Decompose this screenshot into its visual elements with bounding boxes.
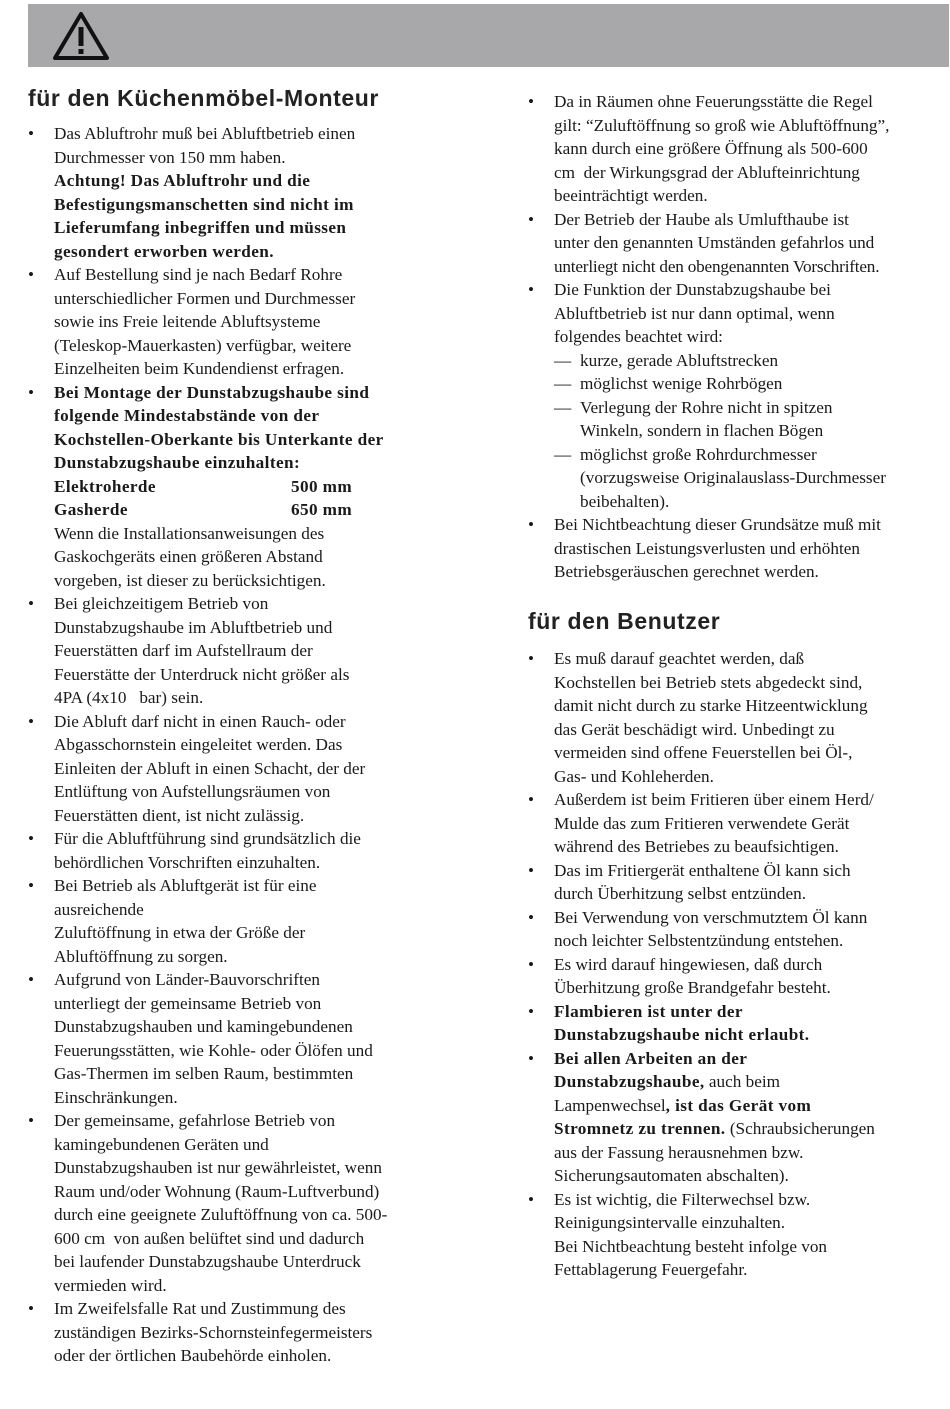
list-item: • Flambieren ist unter der Dunstabzugshaube nicht erlaubt. bbox=[528, 1000, 950, 1047]
list-item: • Es wird darauf hingewiesen, daß durch Überhitzung große Brandgefahr besteht. bbox=[528, 953, 950, 1000]
list-item: • Das Abluftrohr muß bei Abluftbetrieb einen Durchmesser von 150 mm haben. Achtung! Das Abluftrohr und die Befestigungsmanschetten sind nicht im Lieferumfang inbegriffen und müssen gesondert erworben werden. bbox=[28, 122, 453, 263]
list-item: • Es muß darauf geachtet werden, daß Kochstellen bei Betrieb stets abgedeckt sind, damit nicht durch zu starke Hitzeentwicklung das Gerät beschädigt wird. Unbedingt zu vermeiden sind offene Feuerstellen bei Öl-, Gas- und Kohleherden. bbox=[528, 647, 950, 788]
list-item: • Das im Fritiergerät enthaltene Öl kann sich durch Überhitzung selbst entzünden. bbox=[528, 859, 950, 906]
warning-banner bbox=[28, 4, 949, 67]
left-column bbox=[28, 122, 453, 1368]
list-item: • Da in Räumen ohne Feuerungsstätte die Regel gilt: “Zuluftöffnung so groß wie Abluftöffnung”, kann durch eine größere Öffnung als 500-600 cm der Wirkungsgrad der Ablufteinrichtung beeinträchtigt werden. bbox=[528, 90, 950, 208]
installer-list-continued bbox=[528, 90, 950, 584]
requirement-item: — kurze, gerade Abluftstrecken bbox=[554, 350, 779, 370]
list-item: • Auf Bestellung sind je nach Bedarf Rohre unterschiedlicher Formen und Durchmesser sowie ins Freie leitende Abluftsysteme (Teleskop-Mauerkasten) verfügbar, weitere Einzelheiten beim Kundendienst erfragen. bbox=[28, 263, 453, 381]
list-item: • Bei Betrieb als Abluftgerät ist für eine ausreichende Zuluftöffnung in etwa der Größe der Abluftöffnung zu sorgen. bbox=[28, 874, 453, 968]
list-item: • Bei Nichtbeachtung dieser Grundsätze muß mit drastischen Leistungsverlusten und erhöhten Betriebsgeräuschen gerechnet werden. bbox=[528, 513, 950, 584]
distance-row-gas: Gasherde 650 mm bbox=[54, 500, 353, 519]
installer-list bbox=[28, 122, 453, 1368]
right-column bbox=[528, 90, 950, 584]
requirement-item: — möglichst große Rohrdurchmesser (vorzugsweise Originalauslass-Durchmesser beibehalten). bbox=[554, 444, 886, 511]
list-item: • Bei Montage der Dunstabzugshaube sind folgende Mindestabstände von der Kochstellen-Oberkante bis Unterkante der Dunstabzugshaube einzuhalten: Elektroherde 500 mm Gasherde 650 mm Wenn die Installationsanweisungen des Gaskochgeräts einen größeren Abstand vorgeben, ist dieser zu berücksichtigen. bbox=[28, 381, 453, 593]
list-item: • Die Abluft darf nicht in einen Rauch- oder Abgasschornstein eingeleitet werden. Das Einleiten der Abluft in einen Schacht, der der Entlüftung von Aufstellungsräumen von Feuerstätten dient, ist nicht zulässig. bbox=[28, 710, 453, 828]
list-item: • Im Zweifelsfalle Rat und Zustimmung des zuständigen Bezirks-Schornsteinfegermeisters oder der örtlichen Baubehörde einholen. bbox=[28, 1297, 453, 1368]
section-heading-user: für den Benutzer bbox=[528, 608, 721, 634]
list-item: • Der Betrieb der Haube als Umlufthaube ist unter den genannten Umständen gefahrlos und unterliegt nicht den obengenannten Vorschriften. bbox=[528, 208, 950, 279]
section-heading-installer: für den Küchenmöbel-Monteur bbox=[28, 85, 379, 111]
list-item: • Außerdem ist beim Fritieren über einem Herd/ Mulde das zum Fritieren verwendete Gerät während des Betriebes zu beaufsichtigen. bbox=[528, 788, 950, 859]
warning-triangle-icon bbox=[51, 10, 111, 62]
list-item: • Es ist wichtig, die Filterwechsel bzw. Reinigungsintervalle einzuhalten. Bei Nichtbeachtung besteht infolge von Fettablagerung Feuergefahr. bbox=[528, 1188, 950, 1282]
list-item: • Für die Abluftführung sind grundsätzlich die behördlichen Vorschriften einzuhalten. bbox=[28, 827, 453, 874]
user-list bbox=[528, 647, 950, 1282]
right-column-user bbox=[528, 647, 950, 1282]
distance-row-electric: Elektroherde 500 mm bbox=[54, 476, 353, 496]
list-item: • Bei Verwendung von verschmutztem Öl kann noch leichter Selbstentzündung entstehen. bbox=[528, 906, 950, 953]
list-item: • Die Funktion der Dunstabzugshaube bei Abluftbetrieb ist nur dann optimal, wenn folgendes beachtet wird: — kurze, gerade Abluftstrecken — möglichst wenige Rohrbögen — Verlegung der Rohre nicht in spitzen Winkeln, sondern in flachen Bögen — möglichst große Rohrdurchmesser (vorzugsweise Originalauslass-Durchmesser beibehalten). bbox=[528, 278, 950, 513]
requirement-item: — möglichst wenige Rohrbögen bbox=[554, 374, 783, 393]
list-item: • Aufgrund von Länder-Bauvorschriften unterliegt der gemeinsame Betrieb von Dunstabzugshauben und kamingebundenen Feuerungsstätten, wie Kohle- oder Ölöfen und Gas-Thermen im selben Raum, bestimmten Einschränkungen. bbox=[28, 968, 453, 1109]
list-item: • Bei allen Arbeiten an der Dunstabzugshaube, auch beim Lampenwechsel, ist das Gerät vom Stromnetz zu trennen. (Schraubsicherungen aus der Fassung herausnehmen bzw. Sicherungsautomaten abschalten). bbox=[528, 1047, 950, 1188]
list-item: • Bei gleichzeitigem Betrieb von Dunstabzugshaube im Abluftbetrieb und Feuerstätten darf im Aufstellraum der Feuerstätte der Unterdruck nicht größer als 4PA (4x10 bar) sein. bbox=[28, 592, 453, 710]
list-item: • Der gemeinsame, gefahrlose Betrieb von kamingebundenen Geräten und Dunstabzugshauben ist nur gewährleistet, wenn Raum und/oder Wohnung (Raum-Luftverbund) durch eine geeignete Zuluftöffnung von ca. 500- 600 cm von außen belüftet sind und dadurch bei laufender Dunstabzugshaube Unterdruck vermieden wird. bbox=[28, 1109, 453, 1297]
requirement-item: — Verlegung der Rohre nicht in spitzen Winkeln, sondern in flachen Bögen bbox=[554, 397, 833, 440]
